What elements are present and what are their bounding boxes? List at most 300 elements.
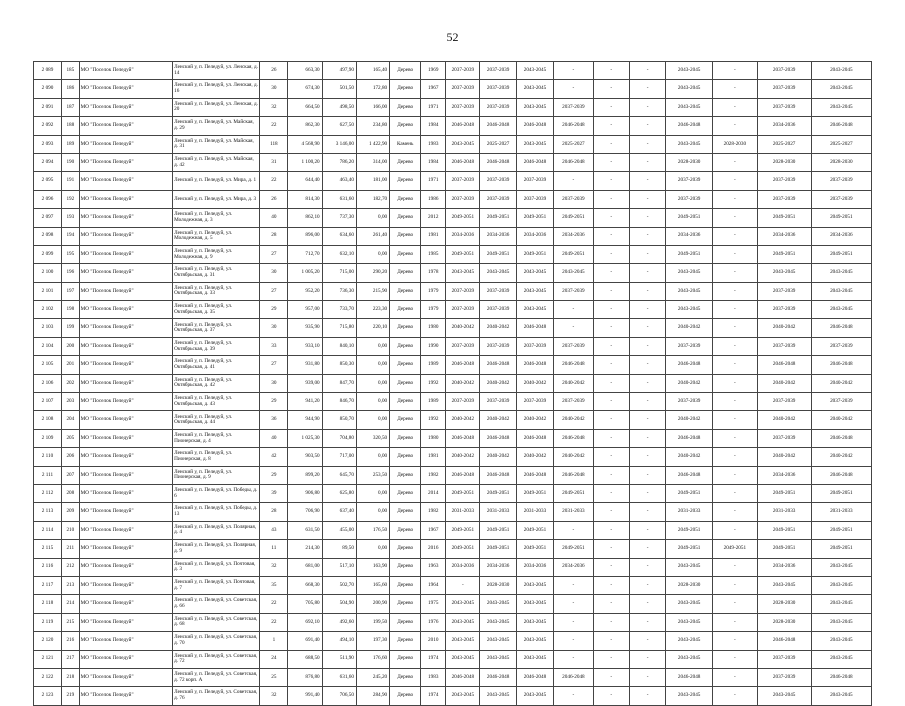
table-row xyxy=(34,190,872,208)
cell-nonliving-area: 1 422,90 xyxy=(356,135,389,153)
cell-municipality: МО "Поселок Пеледуй" xyxy=(79,62,172,80)
cell-repair-8: - xyxy=(713,484,758,502)
cell-residents: 35 xyxy=(260,576,288,594)
cell-address: Ленский у, п. Пеледуй, ул. Ленская, д. 16 xyxy=(173,80,260,98)
cell-repair-10: 2043-2045 xyxy=(811,632,871,650)
cell-repair-7: 2040-2042 xyxy=(666,319,713,337)
cell-residents: 22 xyxy=(260,117,288,135)
cell-repair-5: - xyxy=(593,429,629,447)
cell-living-area: 504,90 xyxy=(322,595,356,613)
cell-wall-material: Дерево xyxy=(390,172,421,190)
cell-municipality: МО "Поселок Пеледуй" xyxy=(79,356,172,374)
cell-repair-1: 2043-2045 xyxy=(446,135,480,153)
cell-repair-7: 2049-2051 xyxy=(666,521,713,539)
cell-nonliving-area: 314,00 xyxy=(356,153,389,171)
cell-repair-7: 2043-2045 xyxy=(666,135,713,153)
cell-nonliving-area: 0,00 xyxy=(356,393,389,411)
cell-repair-10: 2043-2045 xyxy=(811,650,871,668)
cell-address: Ленский у, п. Пеледуй, ул. Октябрьская, д. 44 xyxy=(173,411,260,429)
cell-wall-material: Дерево xyxy=(390,301,421,319)
cell-repair-8: - xyxy=(713,429,758,447)
cell-repair-3: 2049-2051 xyxy=(516,484,553,502)
cell-repair-8: - xyxy=(713,503,758,521)
cell-repair-6: - xyxy=(629,319,665,337)
cell-repair-6: - xyxy=(629,411,665,429)
cell-repair-5: - xyxy=(593,209,629,227)
cell-address: Ленский у, п. Пеледуй, ул. Октябрьская, д. 35 xyxy=(173,301,260,319)
cell-repair-7: 2037-2039 xyxy=(666,172,713,190)
cell-repair-9: 2034-2036 xyxy=(757,117,811,135)
cell-repair-1: 2034-2036 xyxy=(446,227,480,245)
cell-residents: 32 xyxy=(260,687,288,705)
cell-repair-10: 2028-2030 xyxy=(811,153,871,171)
table-row xyxy=(34,411,872,429)
cell-repair-1: 2049-2051 xyxy=(446,484,480,502)
cell-living-area: 517,10 xyxy=(322,558,356,576)
cell-repair-10: 2049-2051 xyxy=(811,521,871,539)
cell-residents: 22 xyxy=(260,613,288,631)
cell-repair-1: 2037-2039 xyxy=(446,337,480,355)
cell-house-number: 208 xyxy=(62,484,80,502)
cell-house-number: 217 xyxy=(62,650,80,668)
cell-repair-5: - xyxy=(593,62,629,80)
cell-wall-material: Дерево xyxy=(390,374,421,392)
cell-repair-7: 2043-2045 xyxy=(666,613,713,631)
cell-residents: 22 xyxy=(260,172,288,190)
table-row xyxy=(34,503,872,521)
cell-house-number: 192 xyxy=(62,190,80,208)
cell-wall-material: Дерево xyxy=(390,466,421,484)
cell-repair-3: 2043-2045 xyxy=(516,595,553,613)
cell-total-area: 944,90 xyxy=(288,411,322,429)
cell-house-number: 213 xyxy=(62,576,80,594)
cell-repair-4: 2046-2048 xyxy=(554,466,593,484)
cell-nonliving-area: 163,90 xyxy=(356,558,389,576)
cell-repair-7: 2028-2030 xyxy=(666,576,713,594)
cell-repair-1: 2049-2051 xyxy=(446,521,480,539)
cell-repair-2: 2049-2051 xyxy=(480,540,516,558)
cell-house-number: 212 xyxy=(62,558,80,576)
cell-repair-2: 2046-2048 xyxy=(480,153,516,171)
cell-total-area: 906,80 xyxy=(288,484,322,502)
cell-repair-10: 2031-2033 xyxy=(811,503,871,521)
cell-row-number: 2 102 xyxy=(34,301,62,319)
cell-repair-5: - xyxy=(593,374,629,392)
cell-repair-3: 2046-2048 xyxy=(516,429,553,447)
cell-municipality: МО "Поселок Пеледуй" xyxy=(79,521,172,539)
cell-wall-material: Дерево xyxy=(390,62,421,80)
cell-address: Ленский у, п. Пеледуй, ул. Советская, д. 72 xyxy=(173,650,260,668)
cell-repair-2: 2043-2045 xyxy=(480,595,516,613)
cell-repair-4: 2040-2042 xyxy=(554,448,593,466)
cell-repair-3: 2043-2045 xyxy=(516,632,553,650)
cell-repair-3: 2043-2045 xyxy=(516,135,553,153)
cell-repair-7: 2046-2048 xyxy=(666,466,713,484)
cell-repair-3: 2043-2045 xyxy=(516,264,553,282)
cell-total-area: 935,90 xyxy=(288,319,322,337)
cell-repair-6: - xyxy=(629,356,665,374)
cell-row-number: 2 101 xyxy=(34,282,62,300)
cell-repair-1: 2037-2039 xyxy=(446,282,480,300)
cell-total-area: 941,20 xyxy=(288,393,322,411)
cell-repair-4: 2037-2039 xyxy=(554,393,593,411)
cell-repair-2: 2043-2045 xyxy=(480,650,516,668)
cell-repair-10: 2040-2042 xyxy=(811,411,871,429)
cell-repair-7: 2040-2042 xyxy=(666,411,713,429)
cell-repair-6: - xyxy=(629,337,665,355)
cell-repair-1: 2040-2042 xyxy=(446,448,480,466)
cell-living-area: 501,50 xyxy=(322,80,356,98)
cell-address: Ленский у, п. Пеледуй, ул. Почтовая, д. 3 xyxy=(173,558,260,576)
cell-repair-8: - xyxy=(713,613,758,631)
cell-address: Ленский у, п. Пеледуй, ул. Октябрьская, д. 39 xyxy=(173,337,260,355)
cell-municipality: МО "Поселок Пеледуй" xyxy=(79,153,172,171)
table-row xyxy=(34,632,872,650)
cell-repair-4: 2046-2048 xyxy=(554,117,593,135)
cell-build-year: 2014 xyxy=(421,484,446,502)
cell-nonliving-area: 261,40 xyxy=(356,227,389,245)
table-row xyxy=(34,301,872,319)
cell-residents: 1 xyxy=(260,632,288,650)
cell-repair-5: - xyxy=(593,135,629,153)
cell-residents: 28 xyxy=(260,503,288,521)
cell-municipality: МО "Поселок Пеледуй" xyxy=(79,484,172,502)
cell-row-number: 2 097 xyxy=(34,209,62,227)
cell-repair-9: 2049-2051 xyxy=(757,521,811,539)
cell-repair-3: 2049-2051 xyxy=(516,245,553,263)
table-row xyxy=(34,356,872,374)
cell-wall-material: Дерево xyxy=(390,687,421,705)
cell-repair-9: 2037-2039 xyxy=(757,393,811,411)
cell-repair-9: 2028-2030 xyxy=(757,613,811,631)
cell-repair-7: 2043-2045 xyxy=(666,558,713,576)
cell-repair-3: 2043-2045 xyxy=(516,613,553,631)
cell-build-year: 1990 xyxy=(421,337,446,355)
cell-repair-1: 2046-2048 xyxy=(446,117,480,135)
cell-repair-2: 2046-2048 xyxy=(480,429,516,447)
cell-repair-9: 2040-2042 xyxy=(757,448,811,466)
cell-house-number: 216 xyxy=(62,632,80,650)
cell-municipality: МО "Поселок Пеледуй" xyxy=(79,448,172,466)
cell-repair-9: 2028-2030 xyxy=(757,595,811,613)
cell-repair-4: - xyxy=(554,301,593,319)
cell-house-number: 190 xyxy=(62,153,80,171)
table-row xyxy=(34,595,872,613)
cell-repair-1: 2046-2048 xyxy=(446,356,480,374)
cell-repair-6: - xyxy=(629,245,665,263)
cell-row-number: 2 107 xyxy=(34,393,62,411)
cell-living-area: 3 146,00 xyxy=(322,135,356,153)
cell-address: Ленский у, п. Пеледуй, ул. Октябрьская, д. 41 xyxy=(173,356,260,374)
cell-residents: 118 xyxy=(260,135,288,153)
cell-repair-9: 2037-2039 xyxy=(757,668,811,686)
cell-row-number: 2 108 xyxy=(34,411,62,429)
cell-living-area: 715,80 xyxy=(322,319,356,337)
cell-repair-2: 2046-2048 xyxy=(480,466,516,484)
cell-repair-3: 2037-2039 xyxy=(516,172,553,190)
cell-repair-6: - xyxy=(629,668,665,686)
cell-repair-7: 2037-2039 xyxy=(666,190,713,208)
cell-house-number: 207 xyxy=(62,466,80,484)
cell-repair-3: 2046-2048 xyxy=(516,356,553,374)
cell-living-area: 704,80 xyxy=(322,429,356,447)
cell-total-area: 957,00 xyxy=(288,301,322,319)
cell-repair-6: - xyxy=(629,172,665,190)
cell-repair-5: - xyxy=(593,466,629,484)
cell-build-year: 1982 xyxy=(421,466,446,484)
cell-repair-2: 2043-2045 xyxy=(480,687,516,705)
cell-house-number: 188 xyxy=(62,117,80,135)
cell-nonliving-area: 290,20 xyxy=(356,264,389,282)
cell-repair-4: - xyxy=(554,613,593,631)
cell-repair-5: - xyxy=(593,356,629,374)
cell-row-number: 2 117 xyxy=(34,576,62,594)
cell-row-number: 2 121 xyxy=(34,650,62,668)
cell-repair-5: - xyxy=(593,245,629,263)
cell-total-area: 4 568,90 xyxy=(288,135,322,153)
cell-repair-7: 2046-2048 xyxy=(666,668,713,686)
cell-build-year: 1984 xyxy=(421,117,446,135)
cell-repair-8: - xyxy=(713,576,758,594)
cell-repair-7: 2043-2045 xyxy=(666,595,713,613)
cell-nonliving-area: 166,00 xyxy=(356,98,389,116)
cell-municipality: МО "Поселок Пеледуй" xyxy=(79,245,172,263)
cell-municipality: МО "Поселок Пеледуй" xyxy=(79,429,172,447)
cell-repair-7: 2049-2051 xyxy=(666,245,713,263)
cell-build-year: 1989 xyxy=(421,356,446,374)
cell-repair-6: - xyxy=(629,282,665,300)
cell-row-number: 2 095 xyxy=(34,172,62,190)
table-row xyxy=(34,209,872,227)
cell-repair-10: 2046-2048 xyxy=(811,429,871,447)
cell-wall-material: Дерево xyxy=(390,448,421,466)
cell-row-number: 2 103 xyxy=(34,319,62,337)
cell-repair-5: - xyxy=(593,190,629,208)
cell-repair-2: 2037-2039 xyxy=(480,282,516,300)
cell-repair-2: 2046-2048 xyxy=(480,356,516,374)
cell-repair-1: 2043-2045 xyxy=(446,650,480,668)
cell-repair-8: - xyxy=(713,264,758,282)
cell-address: Ленский у, п. Пеледуй, ул. Молодежная, д. 9 xyxy=(173,245,260,263)
cell-build-year: 1992 xyxy=(421,411,446,429)
cell-total-area: 688,50 xyxy=(288,650,322,668)
cell-row-number: 2 092 xyxy=(34,117,62,135)
cell-nonliving-area: 220,10 xyxy=(356,319,389,337)
cell-total-area: 862,10 xyxy=(288,209,322,227)
cell-living-area: 502,70 xyxy=(322,576,356,594)
cell-nonliving-area: 245,20 xyxy=(356,668,389,686)
table-row xyxy=(34,687,872,705)
cell-repair-8: 2028-2030 xyxy=(713,135,758,153)
cell-repair-10: 2043-2045 xyxy=(811,264,871,282)
cell-repair-9: 2043-2045 xyxy=(757,576,811,594)
cell-nonliving-area: 181,00 xyxy=(356,172,389,190)
cell-repair-6: - xyxy=(629,393,665,411)
cell-residents: 25 xyxy=(260,668,288,686)
cell-total-area: 814,30 xyxy=(288,190,322,208)
cell-build-year: 2012 xyxy=(421,209,446,227)
cell-residents: 22 xyxy=(260,595,288,613)
cell-repair-8: - xyxy=(713,393,758,411)
table-row xyxy=(34,558,872,576)
cell-total-area: 705,80 xyxy=(288,595,322,613)
cell-build-year: 1989 xyxy=(421,393,446,411)
cell-repair-3: 2040-2042 xyxy=(516,374,553,392)
cell-repair-7: 2037-2039 xyxy=(666,393,713,411)
cell-repair-10: 2049-2051 xyxy=(811,540,871,558)
cell-repair-6: - xyxy=(629,484,665,502)
cell-repair-6: - xyxy=(629,632,665,650)
table-row xyxy=(34,393,872,411)
cell-row-number: 2 100 xyxy=(34,264,62,282)
cell-repair-2: 2037-2039 xyxy=(480,393,516,411)
cell-repair-5: - xyxy=(593,484,629,502)
cell-repair-2: 2025-2027 xyxy=(480,135,516,153)
cell-row-number: 2 111 xyxy=(34,466,62,484)
cell-address: Ленский у, п. Пеледуй, ул. Пионерская, д. 4 xyxy=(173,429,260,447)
cell-repair-4: 2037-2039 xyxy=(554,337,593,355)
table-row xyxy=(34,80,872,98)
cell-wall-material: Дерево xyxy=(390,117,421,135)
cell-address: Ленский у, п. Пеледуй, ул. Победы, д. 6 xyxy=(173,484,260,502)
cell-total-area: 931,80 xyxy=(288,356,322,374)
cell-municipality: МО "Поселок Пеледуй" xyxy=(79,209,172,227)
cell-house-number: 219 xyxy=(62,687,80,705)
cell-residents: 27 xyxy=(260,356,288,374)
cell-repair-5: - xyxy=(593,613,629,631)
cell-repair-8: - xyxy=(713,227,758,245)
cell-repair-3: 2034-2036 xyxy=(516,227,553,245)
cell-house-number: 197 xyxy=(62,282,80,300)
table-row xyxy=(34,117,872,135)
cell-living-area: 494,10 xyxy=(322,632,356,650)
cell-municipality: МО "Поселок Пеледуй" xyxy=(79,80,172,98)
cell-repair-1: - xyxy=(446,576,480,594)
cell-house-number: 218 xyxy=(62,668,80,686)
cell-repair-7: 2043-2045 xyxy=(666,301,713,319)
cell-repair-3: 2040-2042 xyxy=(516,448,553,466)
cell-repair-2: 2037-2039 xyxy=(480,62,516,80)
cell-build-year: 1969 xyxy=(421,62,446,80)
cell-wall-material: Дерево xyxy=(390,521,421,539)
cell-build-year: 1980 xyxy=(421,429,446,447)
cell-row-number: 2 091 xyxy=(34,98,62,116)
cell-residents: 27 xyxy=(260,282,288,300)
cell-living-area: 455,00 xyxy=(322,521,356,539)
cell-repair-1: 2049-2051 xyxy=(446,540,480,558)
cell-residents: 36 xyxy=(260,411,288,429)
cell-row-number: 2 099 xyxy=(34,245,62,263)
cell-repair-9: 2049-2051 xyxy=(757,209,811,227)
cell-repair-7: 2049-2051 xyxy=(666,540,713,558)
page-number: 52 xyxy=(446,30,459,44)
cell-repair-3: 2046-2048 xyxy=(516,319,553,337)
cell-repair-5: - xyxy=(593,301,629,319)
cell-house-number: 199 xyxy=(62,319,80,337)
cell-repair-1: 2037-2039 xyxy=(446,62,480,80)
cell-house-number: 215 xyxy=(62,613,80,631)
cell-total-area: 668,30 xyxy=(288,576,322,594)
cell-residents: 11 xyxy=(260,540,288,558)
cell-repair-10: 2025-2027 xyxy=(811,135,871,153)
cell-living-area: 631,60 xyxy=(322,190,356,208)
cell-repair-3: 2043-2045 xyxy=(516,301,553,319)
cell-repair-6: - xyxy=(629,374,665,392)
cell-total-area: 712,70 xyxy=(288,245,322,263)
cell-repair-4: 2046-2048 xyxy=(554,153,593,171)
cell-total-area: 899,20 xyxy=(288,466,322,484)
cell-build-year: 1979 xyxy=(421,282,446,300)
cell-address: Ленский у, п. Пеледуй, ул. Полярная, д. 9 xyxy=(173,540,260,558)
cell-living-area: 645,70 xyxy=(322,466,356,484)
cell-repair-6: - xyxy=(629,209,665,227)
cell-row-number: 2 104 xyxy=(34,337,62,355)
cell-repair-5: - xyxy=(593,319,629,337)
cell-row-number: 2 113 xyxy=(34,503,62,521)
cell-repair-5: - xyxy=(593,632,629,650)
cell-nonliving-area: 197,30 xyxy=(356,632,389,650)
cell-nonliving-area: 200,90 xyxy=(356,595,389,613)
cell-repair-2: 2037-2039 xyxy=(480,301,516,319)
cell-repair-10: 2046-2048 xyxy=(811,319,871,337)
cell-address: Ленский у, п. Пеледуй, ул. Полярная, д. 4 xyxy=(173,521,260,539)
cell-repair-10: 2046-2048 xyxy=(811,466,871,484)
cell-nonliving-area: 0,00 xyxy=(356,448,389,466)
cell-repair-8: - xyxy=(713,337,758,355)
cell-repair-5: - xyxy=(593,337,629,355)
cell-repair-10: 2043-2045 xyxy=(811,558,871,576)
cell-repair-1: 2043-2045 xyxy=(446,264,480,282)
cell-residents: 26 xyxy=(260,62,288,80)
cell-repair-2: 2049-2051 xyxy=(480,484,516,502)
cell-repair-1: 2046-2048 xyxy=(446,153,480,171)
cell-repair-6: - xyxy=(629,613,665,631)
cell-house-number: 206 xyxy=(62,448,80,466)
cell-repair-6: - xyxy=(629,227,665,245)
cell-living-area: 637,40 xyxy=(322,503,356,521)
cell-wall-material: Камень xyxy=(390,135,421,153)
cell-repair-8: - xyxy=(713,98,758,116)
cell-address: Ленский у, п. Пеледуй, ул. Майская, д. 29 xyxy=(173,117,260,135)
table-row xyxy=(34,135,872,153)
cell-repair-3: 2040-2042 xyxy=(516,411,553,429)
cell-municipality: МО "Поселок Пеледуй" xyxy=(79,668,172,686)
cell-repair-2: 2031-2033 xyxy=(480,503,516,521)
cell-living-area: 847,70 xyxy=(322,374,356,392)
cell-repair-7: 2043-2045 xyxy=(666,264,713,282)
cell-nonliving-area: 199,50 xyxy=(356,613,389,631)
cell-repair-9: 2031-2033 xyxy=(757,503,811,521)
cell-repair-9: 2049-2051 xyxy=(757,245,811,263)
cell-repair-10: 2043-2045 xyxy=(811,613,871,631)
cell-residents: 27 xyxy=(260,245,288,263)
cell-wall-material: Дерево xyxy=(390,503,421,521)
cell-repair-10: 2049-2051 xyxy=(811,245,871,263)
cell-repair-4: - xyxy=(554,521,593,539)
cell-repair-3: 2043-2045 xyxy=(516,80,553,98)
cell-repair-6: - xyxy=(629,595,665,613)
cell-repair-8: - xyxy=(713,153,758,171)
cell-repair-2: 2040-2042 xyxy=(480,374,516,392)
cell-municipality: МО "Поселок Пеледуй" xyxy=(79,374,172,392)
cell-build-year: 1984 xyxy=(421,153,446,171)
cell-repair-1: 2046-2048 xyxy=(446,668,480,686)
cell-house-number: 200 xyxy=(62,337,80,355)
cell-repair-9: 2049-2051 xyxy=(757,484,811,502)
cell-build-year: 1974 xyxy=(421,650,446,668)
cell-build-year: 1964 xyxy=(421,576,446,594)
cell-repair-5: - xyxy=(593,650,629,668)
